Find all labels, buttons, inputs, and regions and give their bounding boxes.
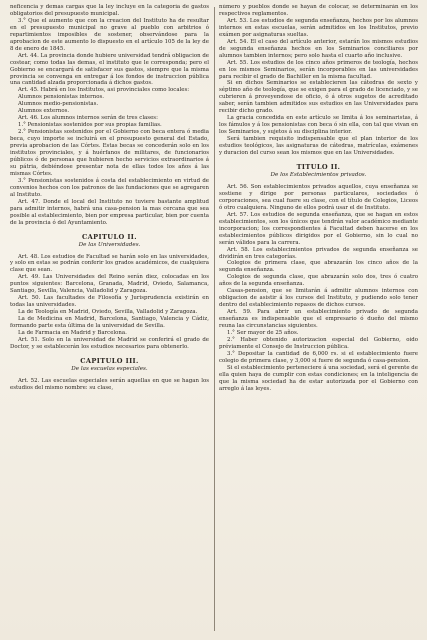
paragraph: Alumnos externos. (18, 108, 70, 115)
chapter-subheading-2: De las Universidades. (78, 241, 141, 248)
paragraph: La gracia concedida en este artículo se limita á los seminaristas, á los fámulos y á los pensionistas con beca ó sin ella, con tal que vivan en los Seminarios, y sujetos á su disciplina interior. (219, 115, 418, 136)
paragraph: neficencia y demas cargas que la ley incluye en la categoría de gastos obligatorios del presupuesto municipal. (10, 4, 209, 17)
paragraph: 3.° Depositar la cantidad de 6,000 rs. si el establecimiento fuere colegio de primera clase, y 3,000 si fuere de segunda ó casa-pension. (219, 350, 418, 364)
right-text-block-a (219, 4, 418, 157)
paragraph: Art. 53. Los estudios de segunda enseñanza, hechos por los alumnos internos en estas escuelas, serán admitidos en los Institutos, previo exámen por asignaturas sueltas. (219, 17, 418, 38)
paragraph: Art. 55. Los estudios de los cinco años primeros de teología, hechos en los mismos Seminarios, serán incorporables en las universidades para recibir el grado de Bachiller en la misma facultad. (219, 59, 418, 80)
paragraph: 1.° Ser mayor de 25 años. (227, 329, 299, 336)
paragraph: Art. 45. Habrá en los Institutos, asi provinciales como locales: (18, 87, 190, 94)
paragraph: 1.° Pensionistas sostenidos por sus propias familias. (18, 122, 162, 129)
chapter-heading-3: CAPITULO III. (80, 356, 139, 365)
paragraph: Art. 48. Los estudios de Facultad se harán solo en las universidades, y solo en estas se podrán conferir los grados académicos, de cualquiera clase que sean. (10, 253, 209, 274)
paragraph: Alumnos pensionistas internos. (18, 94, 104, 101)
paragraph: Alumnos medio-pensionistas. (18, 101, 99, 108)
paragraph: Será tambien requisito indispensable que el plan interior de los estudios teológicos, las asignaturas de cátedras, matrículas, exámenes y duracion del curso sean los mismos que en las Universidades. (219, 136, 418, 157)
paragraph: Si el establecimiento perteneciere á una sociedad, será el gerente de ella quien haya de cumplir con estas condiciones; en la inteligencia de que la misma sociedad ha de estar autorizada por el Gobierno con arreglo á las leyes. (219, 364, 418, 392)
paragraph: Colegios de primera clase, que abrazarán los cinco años de la segunda enseñanza. (219, 260, 418, 274)
right-text-block-b (219, 184, 418, 393)
chapter-heading-2: CAPITULO II. (81, 232, 137, 241)
paragraph: Art. 57. Los estudios de segunda enseñanza, que se hagan en estos establecimientos, son los únicos que tendrán valor académico mediante incorporacion; los correspondientes á Facultad deben hacerse en los establecimientos públicos dirigidos por el Gobierno, sin lo cual no serán válidos para la carrera. (219, 211, 418, 246)
paragraph: Si en dichos Seminarios se establecieren las cátedras de sexto y séptimo año de teología, que se exigen para el grado de licenciado, y se cubrieren á proveyendose de oficio, ó á otros sugetos de acreditado saber, serán tambien admitidos sus estudios en las Universidades para recibir dicho grado. (219, 80, 418, 115)
left-text-block-c (10, 378, 209, 392)
title-heading-2: TITULO II. (296, 162, 341, 171)
title-subheading-2: De los Establecimientos privados. (270, 171, 367, 178)
paragraph: Art. 58. Los establecimientos privados de segunda enseñanza se dividirán en tres categorías. (219, 246, 418, 260)
paragraph: Art. 46. Los alumnos internos serán de tres clases: (18, 115, 158, 122)
right-column (219, 4, 418, 634)
paragraph: Art. 44. La provincia donde hubiere universidad tendrá obligacion de costear, como todas las demas, el instituto que le corresponda; pero el Gobierno se encargará de satisfacer sus gastos, siempre que la misma provincia se convenga en entregar á los fondos de instruccion pública una cantidad alzada proporcionada á dichos gastos. (10, 52, 209, 87)
two-column-layout (10, 4, 418, 634)
paragraph: La de Farmacia en Madrid y Barcelona. (18, 329, 127, 336)
left-text-block-b (10, 254, 209, 351)
paragraph: 2.° Pensionistas sostenidos por el Gobierno con beca entera ó media beca, cuyo importe se incluirá en el presupuesto general del Estado, previa aprobacion de las Córtes. Estas becas se concederán solo en los institutos provinciales, y á huérfanos de militares, de funcionarios públicos ó de personas que hubieren hecho servicios extraordinarios á su pátria, debiéndose presentar nota de ellas todos los años á las mismas Córtes. (10, 129, 209, 177)
paragraph: Art. 56. Son establecimientos privados aquellos, cuya enseñanza se sostiene y dirige por personas particulares, sociedades ó corporaciones, sea cual fuere su clase, con el título de Colegios, Liceos ó otro cualquiera. Ninguno de ellos podrá usar el de Instituto. (219, 183, 418, 211)
paragraph: Art. 49. Las Universidades del Reino serán diez, colocadas en los puntos siguientes: Barcelona, Granada, Madrid, Oviedo, Salamanca, Santiago, Sevilla, Valencia, Valladolid y Zaragoza. (10, 274, 209, 295)
left-column (10, 4, 209, 634)
paragraph: Art. 47. Donde el local del Instituto no tuviere bastante amplitud para admitir internos, habrá una casa-pension la mas cercana que sea posible al establecimiento, bien por empresa particular, bien por cuenta de la provincia ó del Ayuntamiento. (10, 198, 209, 226)
left-text-block-a (10, 4, 209, 227)
paragraph: número y pueblos donde se hayan de colocar, se determinarán en los respectivos reglamentos. (219, 4, 418, 17)
paragraph: Colegios de segunda clase, que abrazarán solo dos, tres ó cuatro años de la segunda enseñanza. (219, 274, 418, 288)
column-divider (214, 7, 215, 631)
paragraph: Art. 52. Las escuelas especiales serán aquellas en que se hagan los estudios del mismo nombre: su clase, (10, 377, 209, 391)
paragraph: La de Teología en Madrid, Oviedo, Sevilla, Valladolid y Zaragoza. (18, 309, 198, 316)
paragraph: Art. 59. Para abrir un establecimiento privado de segunda enseñanza es indispensable que el empresario ó dueño del mismo reuna las circunstancias siguientes. (219, 309, 418, 330)
paragraph: Art. 50. Las facultades de Filosofía y Jurisprudencia existirán en todas las universidades. (10, 295, 209, 309)
paragraph: Casas-pension, que se limitarán á admitir alumnos internos con obligacion de asistir á los cursos del Instituto, y pudiendo solo tener dentro del establecimiento repasos de dichos cursos. (219, 288, 418, 309)
paragraph: 2.° Haber obtenido autorizacion especial del Gobierno, oido préviamente el Consejo de Instruccion pública. (219, 336, 418, 350)
paragraph: Art. 51. Solo en la universidad de Madrid se conferirá el grado de Doctor, y se establecerán los estudios necesarios para obtenerlo. (10, 336, 209, 350)
chapter-subheading-3: De las escuelas especiales. (71, 365, 148, 372)
paragraph: La de Medicina en Madrid, Barcelona, Santiago, Valencia y Cádiz, formando parte esta última de la universidad de Sevilla. (10, 316, 209, 330)
paragraph: 3.° Que el aumento que con la creacion del Instituto ha de resultar en el presupuesto municipal no grave al pueblo con arbitrios ó repartimientos imposibles de sostener, observándose para la aprobacion de este aumento lo dispuesto en el artículo 105 de la ley de 8 de enero de 1845. (10, 17, 209, 52)
paragraph: 3.° Pensionistas sostenidos á costa del establecimiento en virtud de convenios hechos con los patronos de las fundaciones que se agregaren al Instituto. (10, 177, 209, 198)
paragraph: Art. 54. El el caso del artículo anterior, estarán los mismos estudios de segunda enseñanza hechos en los Seminarios conciliares por alumnos tambien internos; pero solo hasta el cuarto año inclusive. (219, 38, 418, 59)
